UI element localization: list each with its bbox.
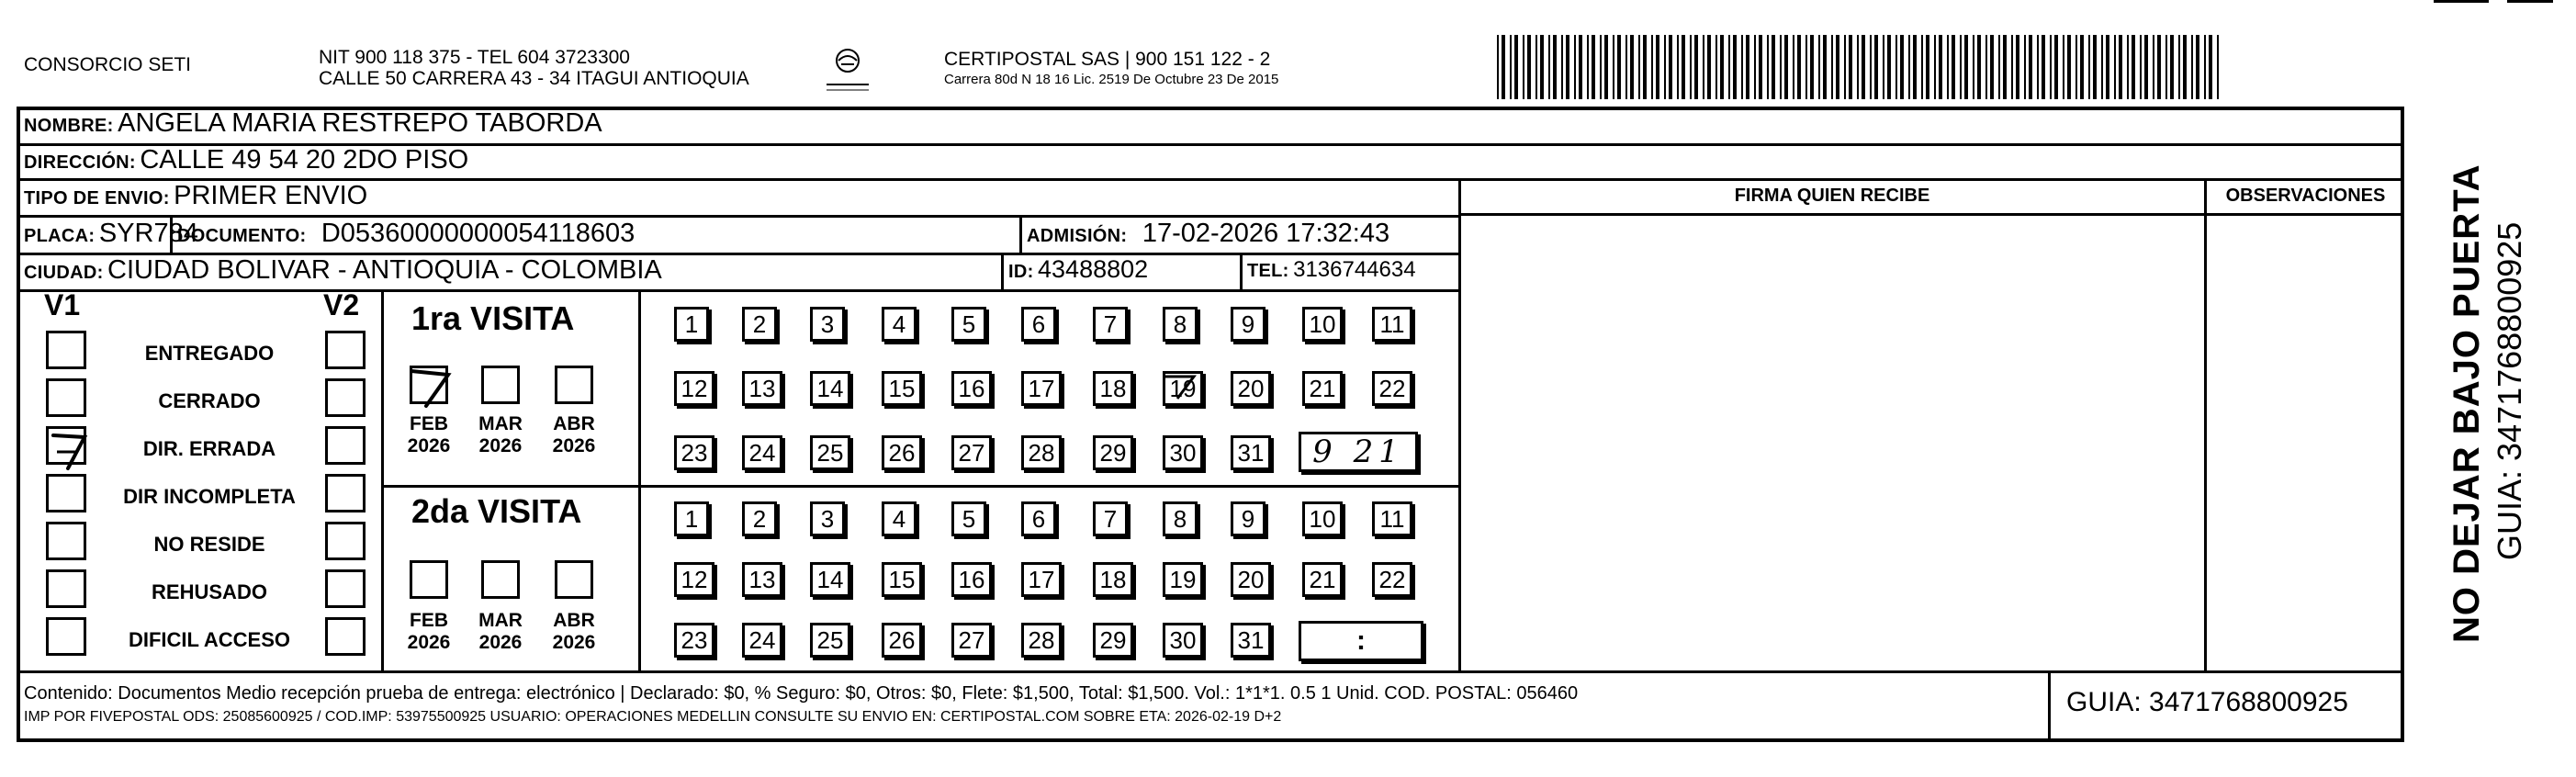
edge-marks <box>2434 0 2553 4</box>
v2-checkbox[interactable] <box>325 474 366 512</box>
barcode-bar <box>1913 35 1917 99</box>
barcode-bar <box>1823 35 1827 99</box>
visit1-day-box[interactable]: 19 <box>1163 371 1203 406</box>
barcode-bar <box>2016 35 2019 99</box>
documento-label: DOCUMENTO: <box>177 226 307 246</box>
barcode-bar <box>2029 35 2032 99</box>
barcode-bar <box>1844 35 1846 99</box>
visit2-day-box[interactable]: 20 <box>1231 562 1271 597</box>
barcode-bar <box>2067 35 2071 99</box>
barcode-bar <box>1540 35 1544 99</box>
visit2-day-box[interactable]: 29 <box>1093 623 1133 658</box>
visit1-day-box[interactable]: 23 <box>674 435 714 470</box>
documento-value: D05360000000054118603 <box>321 219 636 248</box>
barcode-bar <box>1703 35 1704 99</box>
visit2-day-box[interactable]: 10 <box>1302 501 1343 536</box>
visit2-day-box[interactable]: 5 <box>951 501 986 536</box>
v1-checkbox[interactable] <box>46 474 86 512</box>
observaciones-header <box>2207 186 2404 207</box>
barcode-bar <box>1895 35 1897 99</box>
visit2-day-box[interactable]: 1 <box>674 501 709 536</box>
barcode-bar <box>1805 35 1807 99</box>
barcode-bar <box>2178 35 2180 99</box>
barcode-bar <box>1625 35 1627 99</box>
visit2-day-box[interactable]: 21 <box>1302 562 1343 597</box>
barcode-bar <box>1985 35 1987 99</box>
visit1-day-box[interactable]: 2 <box>742 307 777 342</box>
barcode-bar <box>1733 35 1737 99</box>
visit2-day-box[interactable]: 23 <box>674 623 714 658</box>
barcode-bar <box>1669 35 1672 99</box>
v2-checkbox[interactable] <box>325 522 366 560</box>
visit2-day-box[interactable]: 8 <box>1163 501 1198 536</box>
visit1-day-box[interactable]: 5 <box>951 307 986 342</box>
tel-label: TEL: <box>1247 261 1289 281</box>
barcode-bar <box>1874 35 1878 99</box>
barcode-bar <box>2050 35 2052 99</box>
v2-checkbox[interactable] <box>325 617 366 656</box>
visit1-day-box[interactable]: 20 <box>1231 371 1271 406</box>
barcode-bar <box>1502 35 1505 99</box>
barcode-bar <box>2170 35 2174 99</box>
visit2-day-box[interactable]: 14 <box>810 562 850 597</box>
visit2-day-box[interactable]: 22 <box>1372 562 1412 597</box>
visit1-title: 1ra VISITA <box>411 299 575 337</box>
barcode-bar <box>1818 35 1820 99</box>
barcode-bar <box>1990 35 1994 99</box>
visit2-time-box[interactable] <box>1299 621 1423 661</box>
visit2-day-box[interactable]: 7 <box>1093 501 1128 536</box>
barcode-bar <box>1574 35 1576 99</box>
barcode-bar <box>2183 35 2187 99</box>
ciudad-value: CIUDAD BOLIVAR - ANTIOQUIA - COLOMBIA <box>107 255 662 285</box>
barcode-bar <box>1553 35 1557 99</box>
barcode-bar <box>2024 35 2026 99</box>
barcode-bar <box>2144 35 2148 99</box>
visit2-day-box[interactable]: 9 <box>1231 501 1266 536</box>
barcode-bar <box>1883 35 1884 99</box>
barcode-bar <box>1960 35 1962 99</box>
barcode-bar <box>1523 35 1524 99</box>
visit2-day-box[interactable]: 4 <box>882 501 917 536</box>
barcode-bar <box>1908 35 1910 99</box>
barcode-bar <box>1849 35 1852 99</box>
barcode-bar <box>1728 35 1730 99</box>
company-name: CONSORCIO SETI <box>24 54 192 75</box>
visit1-day-box[interactable]: 10 <box>1302 307 1343 342</box>
visit2-day-box[interactable]: 31 <box>1231 623 1271 658</box>
barcode-bar <box>1780 35 1782 99</box>
visit1-day-box[interactable]: 26 <box>882 435 922 470</box>
visit2-day-box[interactable]: 15 <box>882 562 922 597</box>
placa-label: PLACA: <box>24 226 96 246</box>
visit1-day-box[interactable]: 3 <box>810 307 845 342</box>
visit1-day-box[interactable]: 27 <box>951 435 992 470</box>
barcode-bar <box>1741 35 1743 99</box>
year-label: 2026 <box>552 632 596 653</box>
visit1-day-box[interactable]: 31 <box>1231 435 1271 470</box>
year-label: 2026 <box>552 435 596 456</box>
barcode-bar <box>1592 35 1595 99</box>
barcode-bar <box>1746 35 1749 99</box>
visit2-title: 2da VISITA <box>411 492 582 530</box>
barcode-bar <box>2106 35 2109 99</box>
visit2-day-box[interactable]: 26 <box>882 623 922 658</box>
placa-cell <box>24 219 198 249</box>
barcode-bar <box>1973 35 1974 99</box>
visit2-day-box[interactable]: 3 <box>810 501 845 536</box>
nombre-label: NOMBRE: <box>24 116 114 136</box>
visit2-day-box[interactable]: 28 <box>1021 623 1062 658</box>
barcode-bar <box>1707 35 1711 99</box>
v1-checkbox[interactable] <box>46 522 86 560</box>
barcode-bar <box>1514 35 1518 99</box>
visit1-time-value: 9 21 <box>1312 434 1404 470</box>
status-label: CERRADO <box>158 389 261 412</box>
month-label: MAR <box>478 413 523 434</box>
barcode-bar <box>1793 35 1794 99</box>
barcode-bar <box>2114 35 2116 99</box>
visit2-day-box[interactable]: 24 <box>742 623 782 658</box>
footer-imp-line: IMP POR FIVEPOSTAL ODS: 25085600925 / COD.IMP: 53975500925 USUARIO: OPERACIONES MEDELLIN CONSULTE SU ENVIO EN: CERTIPOSTAL.COM SOBRE ETA: 2026-02-19 D+2 <box>24 709 1282 725</box>
id-cell <box>1008 255 1148 284</box>
v2-checkbox[interactable] <box>325 426 366 465</box>
barcode-bar <box>1651 35 1653 99</box>
direccion-value: CALLE 49 54 20 2DO PISO <box>140 145 469 175</box>
barcode-bar <box>1617 35 1621 99</box>
barcode-bar <box>1643 35 1647 99</box>
barcode-bar <box>1677 35 1679 99</box>
barcode-bar <box>1939 35 1942 99</box>
barcode-bar <box>1998 35 2000 99</box>
visit2-month-checkbox[interactable] <box>481 560 520 599</box>
visit2-month-checkbox[interactable] <box>410 560 448 599</box>
barcode-bar <box>1604 35 1608 99</box>
barcode-bar <box>2204 35 2206 99</box>
year-label: 2026 <box>478 435 523 456</box>
admision-label: ADMISIÓN: <box>1027 226 1128 246</box>
barcode-bar <box>1535 35 1537 99</box>
v2-checkbox[interactable] <box>325 331 366 369</box>
barcode-bar <box>1947 35 1949 99</box>
side-guia: GUIA: 3471768800925 <box>2491 221 2528 560</box>
barcode-bar <box>1784 35 1788 99</box>
barcode-bar <box>2037 35 2039 99</box>
admision-cell <box>1027 219 1389 249</box>
footer-guia: GUIA: 3471768800925 <box>2066 687 2348 717</box>
barcode-bar <box>2101 35 2103 99</box>
visit1-day-box[interactable]: 11 <box>1372 307 1412 342</box>
visit2-day-box[interactable]: 30 <box>1163 623 1203 658</box>
barcode-bar <box>1870 35 1872 99</box>
barcode-bar <box>1767 35 1769 99</box>
barcode-bar <box>2011 35 2013 99</box>
visit1-day-box[interactable]: 14 <box>810 371 850 406</box>
status-label: DIR INCOMPLETA <box>123 485 296 508</box>
month-label: FEB <box>410 413 448 434</box>
year-label: 2026 <box>407 435 451 456</box>
year-label: 2026 <box>478 632 523 653</box>
barcode-bar <box>1857 35 1859 99</box>
visit1-day-box[interactable]: 24 <box>742 435 782 470</box>
nit-line: NIT 900 118 375 - TEL 604 3723300 <box>319 47 630 68</box>
observaciones-label: OBSERVACIONES <box>2225 186 2386 206</box>
status-label: DIFICIL ACCESO <box>128 628 290 651</box>
documento-cell <box>177 219 635 249</box>
barcode-bar <box>1952 35 1955 99</box>
barcode-bar <box>1579 35 1582 99</box>
visit1-day-box[interactable]: 21 <box>1302 371 1343 406</box>
visit1-day-box[interactable]: 15 <box>882 371 922 406</box>
visit2-day-box[interactable]: 27 <box>951 623 992 658</box>
visit1-day-box[interactable]: 18 <box>1093 371 1133 406</box>
barcode-bar <box>1600 35 1602 99</box>
license-line: Carrera 80d N 18 16 Lic. 2519 De Octubre 23 De 2015 <box>944 72 1279 87</box>
visit1-time-box[interactable] <box>1299 432 1418 472</box>
visit1-day-box[interactable]: 22 <box>1372 371 1412 406</box>
certipostal-logo <box>825 42 871 97</box>
barcode-bar <box>2054 35 2058 99</box>
status-label: NO RESIDE <box>153 533 265 556</box>
barcode-bar <box>2119 35 2122 99</box>
v1-checkbox[interactable] <box>46 569 86 608</box>
year-label: 2026 <box>407 632 451 653</box>
address-line: CALLE 50 CARRERA 43 - 34 ITAGUI ANTIOQUIA <box>319 68 749 89</box>
visit2-day-box[interactable]: 13 <box>742 562 782 597</box>
ciudad-label: CIUDAD: <box>24 263 104 283</box>
barcode-bar <box>1630 35 1634 99</box>
footer-contenido: Contenido: Documentos Medio recepción prueba de entrega: electrónico | Declarado: $0, % Seguro: $0, Otros: $0, Flete: $1,500, Total: $1,500. Vol.: 1*1*1. 0.5 1 Unid. COD. POSTAL: 056460 <box>24 683 1579 704</box>
visit2-day-box[interactable]: 19 <box>1163 562 1203 597</box>
visit2-day-box[interactable]: 17 <box>1021 562 1062 597</box>
visit1-day-box[interactable]: 16 <box>951 371 992 406</box>
firma-header <box>1460 186 2204 207</box>
visit1-day-box[interactable]: 1 <box>674 307 709 342</box>
barcode-bar <box>1810 35 1814 99</box>
barcode-bar <box>2080 35 2084 99</box>
barcode-bar <box>2191 35 2193 99</box>
barcode-bar <box>2209 35 2212 99</box>
check-mark-icon <box>48 428 94 474</box>
visit1-month-checkbox[interactable] <box>481 366 520 404</box>
barcode-bar <box>2003 35 2007 99</box>
barcode-bar <box>1887 35 1891 99</box>
certipostal-line: CERTIPOSTAL SAS | 900 151 122 - 2 <box>944 49 1271 70</box>
month-label: ABR <box>553 610 595 631</box>
barcode-bar <box>1964 35 1968 99</box>
barcode-bar <box>1926 35 1929 99</box>
visit1-day-box[interactable]: 13 <box>742 371 782 406</box>
barcode-bar <box>2063 35 2064 99</box>
barcode-bar <box>2140 35 2142 99</box>
placa-value: SYR784 <box>98 219 198 248</box>
barcode-bar <box>2196 35 2199 99</box>
barcode-bar <box>2075 35 2077 99</box>
v2-checkbox[interactable] <box>325 569 366 608</box>
barcode-bar <box>1566 35 1569 99</box>
visit2-time-colon: : <box>1356 625 1366 656</box>
barcode-bar <box>1934 35 1936 99</box>
month-check-icon <box>408 366 456 410</box>
visit1-day-box[interactable]: 17 <box>1021 371 1062 406</box>
barcode-bar <box>1772 35 1775 99</box>
barcode-bar <box>1921 35 1923 99</box>
tipo-envio-row <box>24 181 367 211</box>
status-label: REHUSADO <box>152 580 267 603</box>
barcode-bar <box>2217 35 2219 99</box>
barcode-bar <box>1694 35 1698 99</box>
barcode-bar <box>2127 35 2129 99</box>
barcode-bar <box>1587 35 1589 99</box>
visit1-day-box[interactable]: 4 <box>882 307 917 342</box>
nombre-row <box>24 108 602 139</box>
barcode-bar <box>1664 35 1666 99</box>
barcode-bar <box>1831 35 1833 99</box>
barcode-bar <box>1497 35 1499 99</box>
barcode-bar <box>2088 35 2090 99</box>
barcode-bar <box>1548 35 1550 99</box>
visit1-day-box[interactable]: 28 <box>1021 435 1062 470</box>
barcode-bar <box>1638 35 1640 99</box>
v1-checkbox[interactable] <box>46 331 86 369</box>
visit1-day-box[interactable]: 9 <box>1231 307 1266 342</box>
month-label: MAR <box>478 610 523 631</box>
visit1-day-box[interactable]: 6 <box>1021 307 1056 342</box>
barcode-bar <box>2157 35 2161 99</box>
barcode-bar <box>1561 35 1563 99</box>
visit1-day-box[interactable]: 25 <box>810 435 850 470</box>
ciudad-cell <box>24 255 662 286</box>
id-label: ID: <box>1008 262 1034 282</box>
v2-label: V2 <box>323 288 360 321</box>
barcode-bar <box>2042 35 2045 99</box>
barcode-bar <box>1900 35 1904 99</box>
barcode-bar <box>2153 35 2154 99</box>
tel-value: 3136744634 <box>1293 257 1416 282</box>
visit2-day-box[interactable]: 16 <box>951 562 992 597</box>
direccion-row <box>24 145 468 175</box>
barcode-bar <box>1720 35 1724 99</box>
month-label: ABR <box>553 413 595 434</box>
firma-label: FIRMA QUIEN RECIBE <box>1734 186 1930 206</box>
barcode-bar <box>1862 35 1865 99</box>
tipo-envio-label: TIPO DE ENVIO: <box>24 188 170 208</box>
tipo-envio-value: PRIMER ENVIO <box>174 181 368 210</box>
barcode-bar <box>1836 35 1839 99</box>
visit1-day-box[interactable]: 12 <box>674 371 714 406</box>
visit1-day-box[interactable]: 29 <box>1093 435 1133 470</box>
day-mark-icon <box>1161 371 1201 404</box>
barcode-bar <box>2132 35 2135 99</box>
barcode-bar <box>1759 35 1762 99</box>
no-dejar-bajo-puerta: NO DEJAR BAJO PUERTA <box>2447 163 2487 643</box>
barcode-bar <box>1797 35 1801 99</box>
direccion-label: DIRECCIÓN: <box>24 152 136 173</box>
barcode-bar <box>1656 35 1659 99</box>
visit2-day-box[interactable]: 11 <box>1372 501 1412 536</box>
id-value: 43488802 <box>1038 255 1149 283</box>
v2-checkbox[interactable] <box>325 378 366 417</box>
status-label: ENTREGADO <box>144 342 275 365</box>
barcode <box>1497 35 2222 99</box>
barcode-bar <box>1977 35 1981 99</box>
v1-label: V1 <box>44 288 81 321</box>
nombre-value: ANGELA MARIA RESTREPO TABORDA <box>118 108 602 138</box>
barcode-bar <box>1510 35 1512 99</box>
barcode-bar <box>1715 35 1717 99</box>
status-label: DIR. ERRADA <box>142 437 276 460</box>
visit1-day-box[interactable]: 30 <box>1163 435 1203 470</box>
visit2-day-box[interactable]: 2 <box>742 501 777 536</box>
barcode-bar <box>2093 35 2097 99</box>
barcode-bar <box>2165 35 2167 99</box>
visit2-day-box[interactable]: 12 <box>674 562 714 597</box>
visit2-month-checkbox[interactable] <box>555 560 593 599</box>
visit2-day-box[interactable]: 25 <box>810 623 850 658</box>
visit1-day-box[interactable]: 8 <box>1163 307 1198 342</box>
visit1-month-checkbox[interactable] <box>555 366 593 404</box>
visit1-day-box[interactable]: 7 <box>1093 307 1128 342</box>
visit2-day-box[interactable]: 18 <box>1093 562 1133 597</box>
barcode-bar <box>1690 35 1692 99</box>
visit2-day-box[interactable]: 6 <box>1021 501 1056 536</box>
v1-checkbox[interactable] <box>46 617 86 656</box>
tel-cell <box>1247 257 1416 283</box>
admision-value: 17-02-2026 17:32:43 <box>1142 219 1390 248</box>
barcode-bar <box>1527 35 1531 99</box>
barcode-bar <box>1754 35 1756 99</box>
month-label: FEB <box>410 610 448 631</box>
v1-checkbox[interactable] <box>46 378 86 417</box>
barcode-bar <box>1613 35 1614 99</box>
barcode-bar <box>1682 35 1685 99</box>
